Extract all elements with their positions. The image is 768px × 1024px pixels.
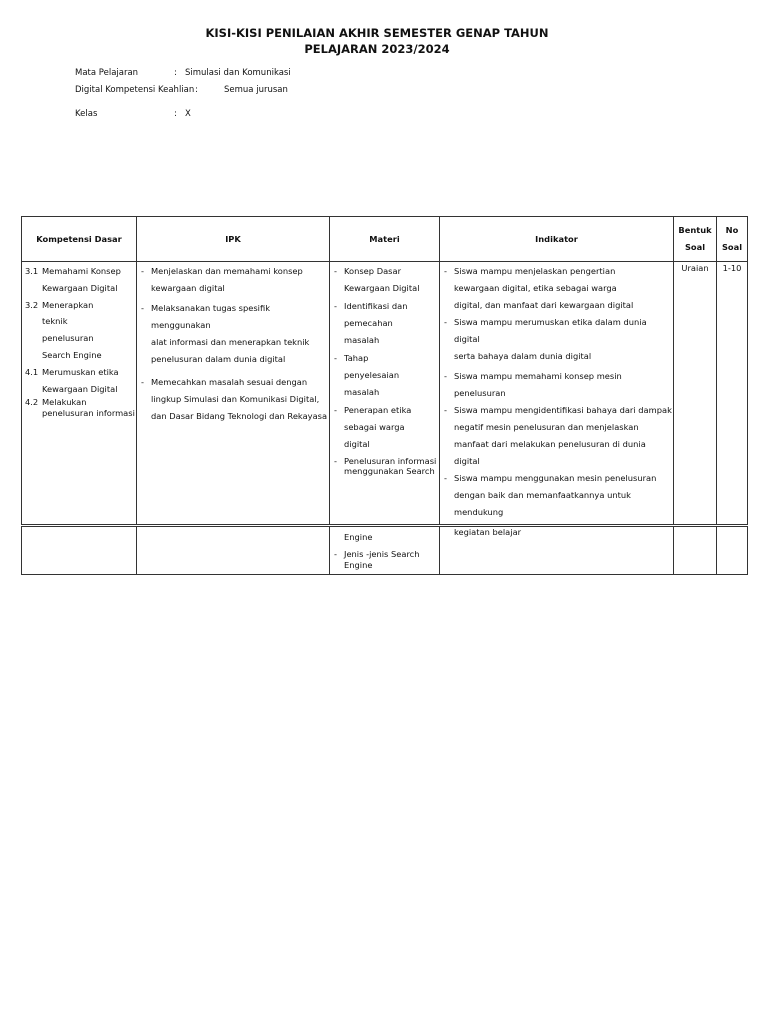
cell-no-soal (717, 527, 748, 575)
header-no-line-1: No (725, 225, 739, 235)
materi-text: Engine (344, 560, 373, 570)
indikator-text: Siswa mampu memahami konsep mesin (454, 371, 622, 381)
materi-item (330, 456, 439, 476)
ipk-item (137, 263, 329, 297)
materi-text: Jenis -jenis Search (344, 549, 420, 559)
kd-number: 3.2 (25, 299, 39, 310)
table-row (22, 262, 748, 525)
indikator-item (440, 470, 673, 521)
indikator-item (440, 402, 673, 470)
header-materi: Materi (330, 217, 440, 262)
meta-kk-value: Semua jurusan (224, 85, 288, 95)
kd-text: Kewargaan Digital (42, 383, 118, 394)
ipk-text: lingkup Simulasi dan Komunikasi Digital, (151, 394, 320, 404)
materi-item (330, 298, 439, 349)
kd-item (22, 263, 136, 297)
kd-text: penelusuran (42, 333, 94, 344)
meta-kelas-sep: : (174, 109, 177, 119)
indikator-text: digital, dan manfaat dari kewargaan digital (454, 300, 634, 310)
ipk-text: kewargaan digital (151, 283, 225, 293)
indikator-text: Siswa mampu merumuskan etika dalam dunia digital (454, 317, 647, 344)
kd-text: Melakukan (42, 397, 87, 408)
ipk-text: Memecahkan masalah sesuai dengan (151, 377, 308, 387)
cell-materi (330, 262, 440, 525)
indikator-text: kewargaan digital, etika sebagai warga (454, 283, 617, 293)
materi-text: menggunakan Search (344, 466, 435, 476)
indikator-text: dengan baik dan memanfaatkannya untuk mendukung (454, 490, 631, 517)
indikator-text: Siswa mampu mengidentifikasi bahaya dari dampak (454, 405, 672, 415)
cell-indikator (440, 262, 674, 525)
cell-indikator (440, 527, 674, 575)
kisi-kisi-table (21, 216, 748, 525)
kd-item (22, 397, 136, 419)
materi-text: Identifikasi dan (344, 301, 408, 311)
meta-kk-sep: : (195, 85, 198, 95)
page-title-line-1: KISI-KISI PENILAIAN AKHIR SEMESTER GENAP TAHUN (205, 26, 549, 40)
header-bentuk-line-1: Bentuk (678, 225, 712, 235)
cell-ipk (137, 527, 330, 575)
header-bentuk-soal (674, 217, 717, 262)
indikator-text: Siswa mampu menjelaskan pengertian (454, 266, 616, 276)
meta-mapel-value: Simulasi dan Komunikasi (185, 68, 291, 78)
cell-materi (330, 527, 440, 575)
indikator-text: manfaat dari melakukan penelusuran di dunia digital (454, 439, 646, 466)
cell-no-soal: 1-10 (717, 262, 748, 525)
meta-mapel-label: Mata Pelajaran (75, 68, 139, 78)
materi-text: Penelusuran informasi (344, 456, 437, 466)
kd-text: Menerapkan (42, 299, 94, 310)
kd-item (22, 364, 136, 398)
indikator-item (440, 368, 673, 402)
kd-text: Search Engine (42, 349, 102, 360)
table-header-row (22, 217, 748, 262)
header-indikator: Indikator (440, 217, 674, 262)
cell-kompetensi-dasar (22, 262, 137, 525)
materi-text: Tahap (344, 353, 369, 363)
indikator-text: serta bahaya dalam dunia digital (454, 351, 592, 361)
materi-text: sebagai warga (344, 422, 405, 432)
header-ipk: IPK (137, 217, 330, 262)
ipk-text: Melaksanakan tugas spesifik menggunakan (151, 303, 271, 330)
cell-bentuk-soal: Uraian (674, 262, 717, 525)
indikator-continued-text: kegiatan belajar (454, 527, 522, 537)
cell-bentuk-soal (674, 527, 717, 575)
header-bentuk-line-2: Soal (684, 242, 706, 252)
header-no-soal (717, 217, 748, 262)
ipk-item (137, 300, 329, 368)
header-kompetensi-dasar: Kompetensi Dasar (22, 217, 137, 262)
kisi-kisi-table-continued (21, 526, 748, 575)
materi-item (330, 350, 439, 401)
cell-ipk (137, 262, 330, 525)
kd-item (22, 297, 136, 364)
indikator-text: negatif mesin penelusuran dan menjelaskan (454, 422, 639, 432)
meta-kelas-value: X (185, 109, 191, 119)
materi-item (330, 263, 439, 297)
materi-text: digital (344, 439, 370, 449)
materi-item (330, 402, 439, 453)
materi-text: Kewargaan Digital (344, 283, 420, 293)
header-no-line-2: Soal (721, 242, 743, 252)
indikator-text: Siswa mampu menggunakan mesin penelusuran (454, 473, 657, 483)
kd-text: Kewargaan Digital (42, 282, 118, 293)
materi-text: Penerapan etika (344, 405, 412, 415)
page-title-line-2: PELAJARAN 2023/2024 (304, 42, 450, 56)
materi-text: Konsep Dasar (344, 266, 401, 276)
indikator-item (440, 263, 673, 314)
ipk-text: penelusuran dalam dunia digital (151, 354, 286, 364)
kd-number: 4.2 (25, 397, 39, 408)
meta-kelas-label: Kelas (75, 109, 98, 119)
ipk-text: alat informasi dan menerapkan teknik (151, 337, 310, 347)
ipk-text: Menjelaskan dan memahami konsep (151, 266, 303, 276)
materi-item (330, 549, 439, 571)
indikator-item (440, 314, 673, 365)
kd-text: Merumuskan etika (42, 366, 119, 377)
ipk-text: dan Dasar Bidang Teknologi dan Rekayasa (151, 411, 328, 421)
kd-text: penelusuran informasi (42, 408, 135, 419)
table-row (22, 527, 748, 575)
kd-text: teknik (42, 316, 68, 327)
kd-number: 3.1 (25, 266, 39, 276)
ipk-item (137, 374, 329, 425)
materi-text: penyelesaian (344, 370, 400, 380)
meta-kk-label: Digital Kompetensi Keahlian (75, 85, 195, 95)
materi-text: masalah (344, 335, 380, 345)
materi-text: masalah (344, 387, 380, 397)
cell-kompetensi-dasar (22, 527, 137, 575)
kd-number: 4.1 (25, 366, 39, 377)
materi-continued-text: Engine (344, 532, 373, 542)
indikator-text: penelusuran (454, 388, 506, 398)
meta-mapel-sep: : (174, 68, 177, 78)
kd-text: Memahami Konsep (42, 266, 121, 276)
materi-text: pemecahan (344, 318, 393, 328)
